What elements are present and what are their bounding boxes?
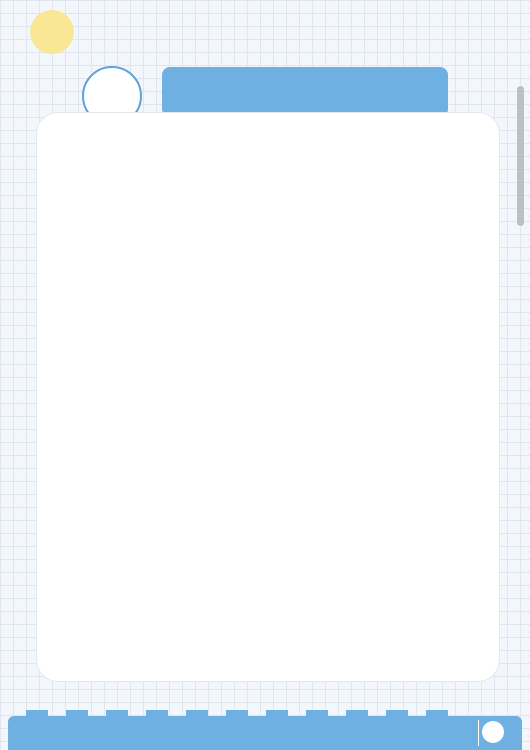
page-number [482, 721, 504, 743]
copybook-paper [36, 112, 500, 682]
badge-circle [30, 10, 74, 54]
footer-divider [478, 720, 479, 746]
ruled-lines [37, 113, 499, 681]
title-banner [162, 67, 448, 117]
reading-record-bar [8, 716, 522, 750]
english-composition-badge [24, 10, 82, 54]
scrollbar[interactable] [517, 86, 524, 226]
